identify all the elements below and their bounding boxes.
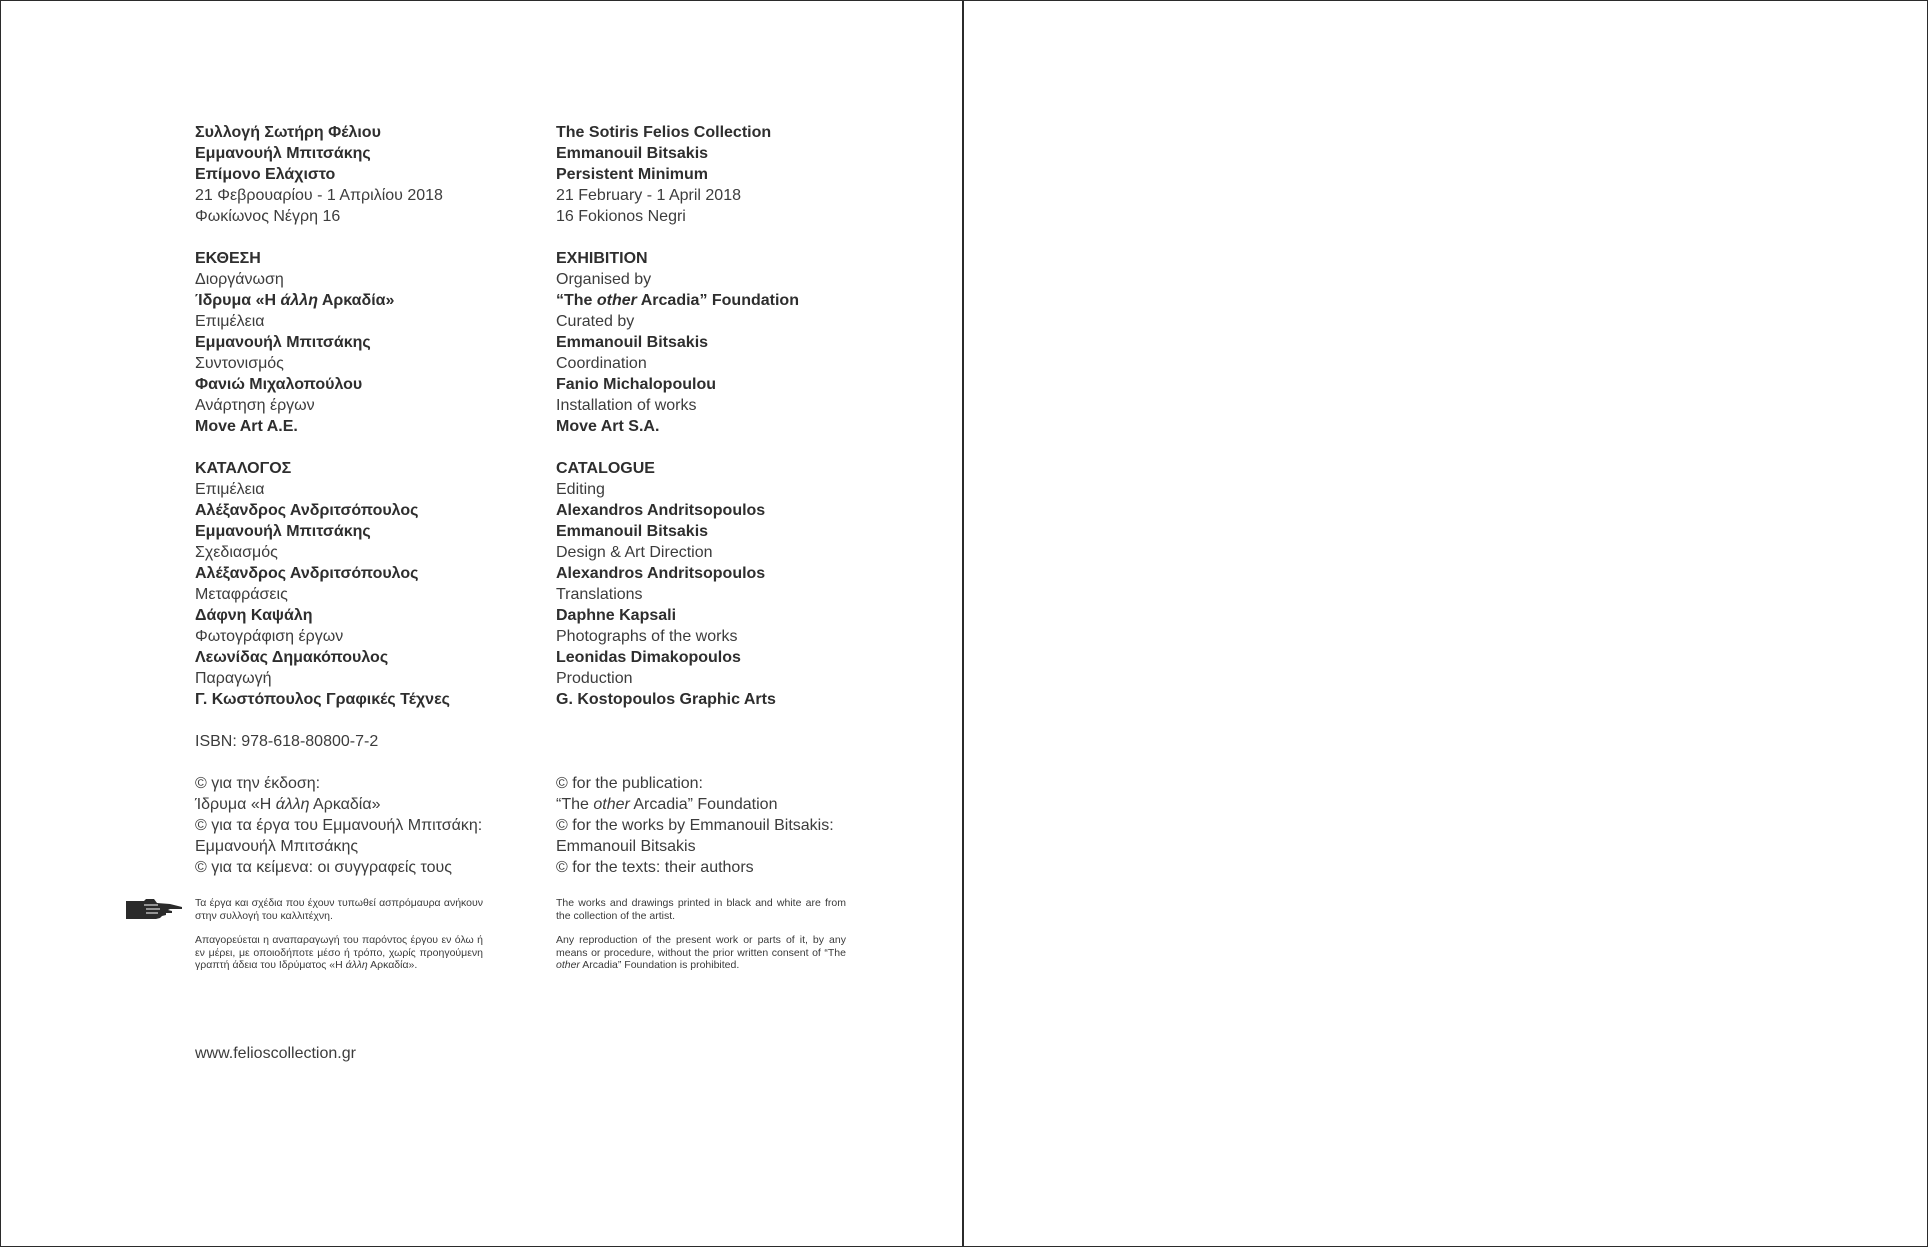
- greek-colophon: [195, 122, 535, 878]
- greek-notes: [195, 897, 483, 984]
- exhibition-line: Organised by: [556, 271, 652, 288]
- copyright-line: Εμμανουήλ Μπιτσάκης: [195, 838, 359, 855]
- pointing-hand-icon: [124, 897, 184, 923]
- catalogue-line: G. Kostopoulos Graphic Arts: [556, 691, 776, 708]
- header-line: Εμμανουήλ Μπιτσάκης: [195, 145, 371, 162]
- catalogue-line: Δάφνη Καψάλη: [195, 607, 313, 624]
- copyright-line: Emmanouil Bitsakis: [556, 838, 696, 855]
- isbn: ISBN: 978-618-80800-7-2: [195, 733, 379, 750]
- copyright-line: © for the works by Emmanouil Bitsakis:: [556, 817, 834, 834]
- exhibition-line: Ίδρυμα «Η άλλη Αρκαδία»: [195, 292, 395, 309]
- exhibition-line: ΕΚΘΕΣΗ: [195, 250, 261, 267]
- exhibition-line: Move Art A.E.: [195, 418, 298, 435]
- exhibition-line: EXHIBITION: [556, 250, 648, 267]
- catalogue-line: Translations: [556, 586, 643, 603]
- spacer: [195, 752, 535, 773]
- greek-note-bw: Τα έργα και σχέδια που έχουν τυπωθεί ασπρόμαυρα ανήκουν στην συλλογή του καλλιτέχνη.: [195, 897, 483, 922]
- catalogue-line: Photographs of the works: [556, 628, 738, 645]
- exhibition-line: Εμμανουήλ Μπιτσάκης: [195, 334, 371, 351]
- header-line: The Sotiris Felios Collection: [556, 124, 772, 141]
- header-line: Φωκίωνος Νέγρη 16: [195, 208, 341, 225]
- english-notes: [556, 897, 846, 984]
- exhibition-line: Φανιώ Μιχαλοπούλου: [195, 376, 363, 393]
- greek-note-reproduction: Απαγορεύεται η αναπαραγωγή του παρόντος έργου εν όλω ή εν μέρει, με οποιοδήποτε μέσο ή τρόπο, χωρίς προηγούμενη γραπτή άδεια του Ιδρύματος «Η άλλη Αρκαδία».: [195, 934, 483, 971]
- book-spine-divider: [962, 0, 964, 1247]
- copyright-line: © για τα έργα του Εμμανουήλ Μπιτσάκη:: [195, 817, 483, 834]
- isbn-placeholder-spacer: [556, 731, 896, 752]
- header-line: Συλλογή Σωτήρη Φέλιου: [195, 124, 381, 141]
- catalogue-line: Αλέξανδρος Ανδριτσόπουλος: [195, 502, 419, 519]
- header-line: 21 February - 1 April 2018: [556, 187, 741, 204]
- catalogue-line: Alexandros Andritsopoulos: [556, 502, 766, 519]
- exhibition-line: Συντονισμός: [195, 355, 284, 372]
- exhibition-line: Emmanouil Bitsakis: [556, 334, 709, 351]
- catalogue-line: Αλέξανδρος Ανδριτσόπουλος: [195, 565, 419, 582]
- header-line: Επίμονο Ελάχιστο: [195, 166, 336, 183]
- catalogue-line: Γ. Κωστόπουλος Γραφικές Τέχνες: [195, 691, 450, 708]
- copyright-line: “The other Arcadia” Foundation: [556, 796, 778, 813]
- header-line: Emmanouil Bitsakis: [556, 145, 709, 162]
- website-link[interactable]: www.felioscollection.gr: [195, 1045, 356, 1062]
- catalogue-line: Εμμανουήλ Μπιτσάκης: [195, 523, 371, 540]
- catalogue-line: Παραγωγή: [195, 670, 272, 687]
- spacer: [556, 752, 896, 773]
- spacer: [195, 227, 535, 248]
- catalogue-line: Σχεδιασμός: [195, 544, 278, 561]
- exhibition-line: Διοργάνωση: [195, 271, 284, 288]
- catalogue-line: Λεωνίδας Δημακόπουλος: [195, 649, 389, 666]
- exhibition-line: Move Art S.A.: [556, 418, 660, 435]
- catalogue-line: Επιμέλεια: [195, 481, 265, 498]
- spacer: [195, 710, 535, 731]
- header-line: Persistent Minimum: [556, 166, 709, 183]
- spacer: [195, 437, 535, 458]
- catalogue-line: Emmanouil Bitsakis: [556, 523, 709, 540]
- catalogue-line: Editing: [556, 481, 605, 498]
- copyright-line: © για την έκδοση:: [195, 775, 321, 792]
- catalogue-line: Alexandros Andritsopoulos: [556, 565, 766, 582]
- copyright-line: © for the texts: their authors: [556, 859, 754, 876]
- exhibition-line: Coordination: [556, 355, 647, 372]
- copyright-line: © for the publication:: [556, 775, 703, 792]
- exhibition-line: Installation of works: [556, 397, 697, 414]
- catalogue-line: Μεταφράσεις: [195, 586, 288, 603]
- exhibition-line: Fanio Michalopoulou: [556, 376, 716, 393]
- header-line: 21 Φεβρουαρίου - 1 Απριλίου 2018: [195, 187, 443, 204]
- catalogue-line: CATALOGUE: [556, 460, 655, 477]
- exhibition-line: Curated by: [556, 313, 635, 330]
- spacer: [556, 437, 896, 458]
- english-note-bw: The works and drawings printed in black and white are from the collection of the artist.: [556, 897, 846, 922]
- catalogue-line: Design & Art Direction: [556, 544, 713, 561]
- copyright-line: Ίδρυμα «Η άλλη Αρκαδία»: [195, 796, 381, 813]
- english-note-reproduction: Any reproduction of the present work or parts of it, by any means or procedure, without the prior written consent of “The other Arcadia” Foundation is prohibited.: [556, 934, 846, 971]
- exhibition-line: Ανάρτηση έργων: [195, 397, 315, 414]
- catalogue-line: Φωτογράφιση έργων: [195, 628, 344, 645]
- spacer: [556, 227, 896, 248]
- exhibition-line: Επιμέλεια: [195, 313, 265, 330]
- exhibition-line: “The other Arcadia” Foundation: [556, 292, 799, 309]
- english-colophon: [556, 122, 896, 878]
- catalogue-line: Leonidas Dimakopoulos: [556, 649, 741, 666]
- copyright-line: © για τα κείμενα: οι συγγραφείς τους: [195, 859, 452, 876]
- header-line: 16 Fokionos Negri: [556, 208, 686, 225]
- catalogue-line: Daphne Kapsali: [556, 607, 677, 624]
- catalogue-line: Production: [556, 670, 633, 687]
- catalogue-line: ΚΑΤΑΛΟΓΟΣ: [195, 460, 292, 477]
- spacer: [556, 710, 896, 731]
